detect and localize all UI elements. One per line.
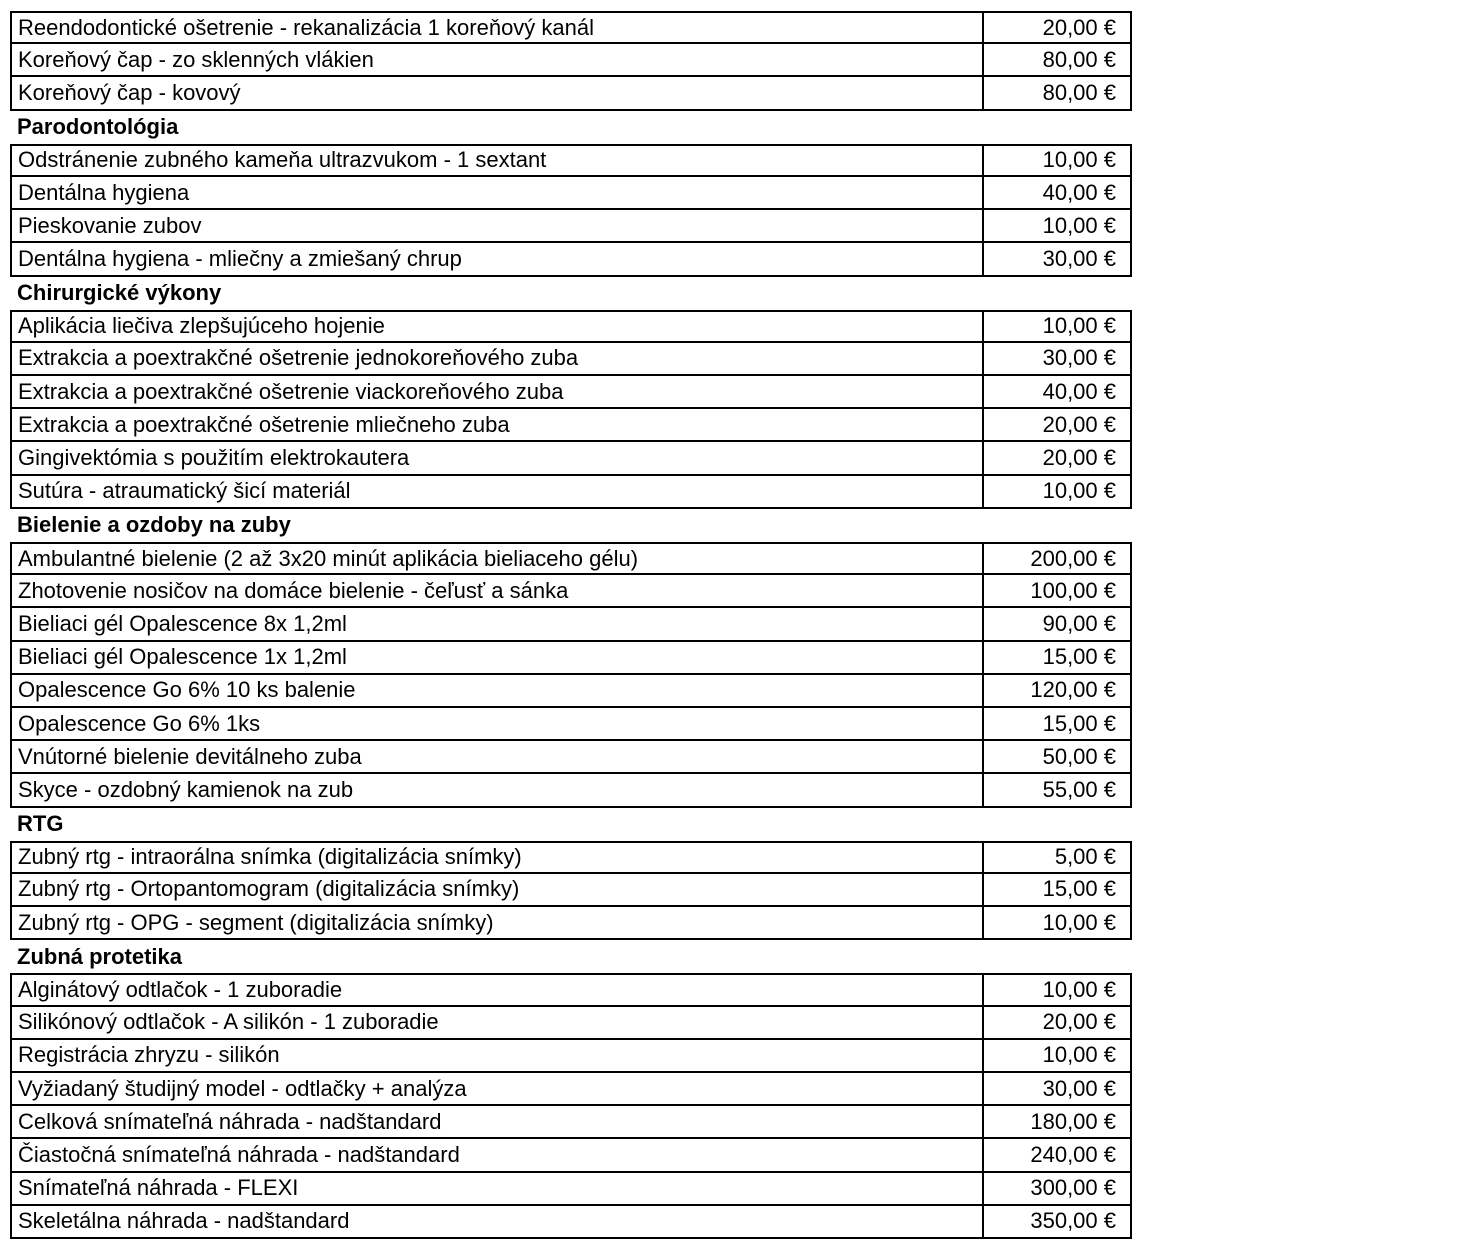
service-name-cell: Dentálna hygiena - mliečny a zmiešaný chrup bbox=[12, 243, 984, 274]
service-name-cell: Bieliaci gél Opalescence 8x 1,2ml bbox=[12, 608, 984, 639]
price-cell: 50,00 € bbox=[1042, 743, 1116, 769]
table-row bbox=[10, 442, 1132, 475]
price-cell: 120,00 € bbox=[1030, 677, 1116, 703]
service-name-cell: Vyžiadaný študijný model - odtlačky + analýza bbox=[12, 1073, 984, 1104]
service-name-cell: Gingivektómia s použitím elektrokautera bbox=[12, 442, 984, 473]
price-cell: 180,00 € bbox=[1030, 1108, 1116, 1134]
table-row bbox=[10, 243, 1132, 276]
price-cell: 10,00 € bbox=[1042, 977, 1116, 1003]
service-name-cell: Celková snímateľná náhrada - nadštandard bbox=[12, 1106, 984, 1137]
service-name-cell: Aplikácia liečiva zlepšujúceho hojenie bbox=[12, 312, 984, 341]
table-row bbox=[10, 343, 1132, 376]
service-name-cell: Alginátový odtlačok - 1 zuboradie bbox=[12, 975, 984, 1004]
price-cell: 80,00 € bbox=[1042, 46, 1116, 72]
price-cell: 10,00 € bbox=[1042, 147, 1116, 173]
price-cell: 90,00 € bbox=[1042, 610, 1116, 636]
section-heading: Chirurgické výkony bbox=[17, 280, 222, 306]
table-row bbox=[10, 907, 1132, 940]
service-name-cell: Zubný rtg - OPG - segment (digitalizácia snímky) bbox=[12, 907, 984, 938]
price-cell: 15,00 € bbox=[1042, 710, 1116, 736]
service-name-cell: Skyce - ozdobný kamienok na zub bbox=[12, 774, 984, 805]
table-row bbox=[10, 77, 1132, 110]
price-cell: 240,00 € bbox=[1030, 1141, 1116, 1167]
table-row bbox=[10, 1040, 1132, 1073]
table-row bbox=[10, 1007, 1132, 1040]
table-row bbox=[10, 1073, 1132, 1106]
price-cell: 20,00 € bbox=[1042, 14, 1116, 40]
price-cell: 300,00 € bbox=[1030, 1175, 1116, 1201]
table-row bbox=[10, 841, 1132, 874]
price-cell: 20,00 € bbox=[1042, 1009, 1116, 1035]
service-name-cell: Reendodontické ošetrenie - rekanalizácia 1 koreňový kanál bbox=[12, 13, 984, 42]
service-name-cell: Extrakcia a poextrakčné ošetrenie mliečneho zuba bbox=[12, 409, 984, 440]
service-name-cell: Registrácia zhryzu - silikón bbox=[12, 1040, 984, 1071]
table-row bbox=[10, 973, 1132, 1006]
price-cell: 10,00 € bbox=[1042, 313, 1116, 339]
service-name-cell: Snímateľná náhrada - FLEXI bbox=[12, 1173, 984, 1204]
price-cell: 100,00 € bbox=[1030, 577, 1116, 603]
price-cell: 200,00 € bbox=[1030, 545, 1116, 571]
section-heading: Zubná protetika bbox=[17, 943, 183, 969]
table-row bbox=[10, 144, 1132, 177]
service-name-cell: Koreňový čap - zo sklenných vlákien bbox=[12, 44, 984, 75]
price-cell: 5,00 € bbox=[1054, 844, 1116, 870]
table-row bbox=[10, 675, 1132, 708]
table-row bbox=[10, 542, 1132, 575]
service-name-cell: Dentálna hygiena bbox=[12, 177, 984, 208]
price-cell: 10,00 € bbox=[1042, 1042, 1116, 1068]
price-cell: 10,00 € bbox=[1042, 478, 1116, 504]
table-row bbox=[10, 44, 1132, 77]
service-name-cell: Ambulantné bielenie (2 až 3x20 minút aplikácia bieliaceho gélu) bbox=[12, 544, 984, 573]
price-cell: 30,00 € bbox=[1042, 345, 1116, 371]
price-cell: 10,00 € bbox=[1042, 909, 1116, 935]
table-row bbox=[10, 210, 1132, 243]
section-heading: RTG bbox=[17, 811, 64, 837]
table-row bbox=[10, 774, 1132, 807]
price-cell: 80,00 € bbox=[1042, 79, 1116, 105]
service-name-cell: Opalescence Go 6% 1ks bbox=[12, 708, 984, 739]
service-name-cell: Čiastočná snímateľná náhrada - nadštandard bbox=[12, 1139, 984, 1170]
price-cell: 350,00 € bbox=[1030, 1208, 1116, 1234]
price-cell: 15,00 € bbox=[1042, 876, 1116, 902]
service-name-cell: Odstránenie zubného kameňa ultrazvukom - 1 sextant bbox=[12, 146, 984, 175]
price-cell: 20,00 € bbox=[1042, 411, 1116, 437]
price-cell: 30,00 € bbox=[1042, 245, 1116, 271]
service-name-cell: Zubný rtg - intraorálna snímka (digitalizácia snímky) bbox=[12, 843, 984, 872]
table-row bbox=[10, 409, 1132, 442]
table-row bbox=[10, 642, 1132, 675]
service-name-cell: Sutúra - atraumatický šicí materiál bbox=[12, 476, 984, 507]
table-row bbox=[10, 476, 1132, 509]
service-name-cell: Zhotovenie nosičov na domáce bielenie - čeľusť a sánka bbox=[12, 575, 984, 606]
table-row bbox=[10, 1173, 1132, 1206]
table-row bbox=[10, 376, 1132, 409]
price-cell: 55,00 € bbox=[1042, 776, 1116, 802]
table-row bbox=[10, 874, 1132, 907]
table-row bbox=[10, 177, 1132, 210]
service-name-cell: Koreňový čap - kovový bbox=[12, 77, 984, 108]
table-row bbox=[10, 11, 1132, 44]
service-name-cell: Silikónový odtlačok - A silikón - 1 zuboradie bbox=[12, 1007, 984, 1038]
price-cell: 40,00 € bbox=[1042, 378, 1116, 404]
service-name-cell: Pieskovanie zubov bbox=[12, 210, 984, 241]
table-row bbox=[10, 741, 1132, 774]
service-name-cell: Extrakcia a poextrakčné ošetrenie viackoreňového zuba bbox=[12, 376, 984, 407]
service-name-cell: Extrakcia a poextrakčné ošetrenie jednokoreňového zuba bbox=[12, 343, 984, 374]
price-list-table bbox=[10, 11, 1132, 1239]
service-name-cell: Zubný rtg - Ortopantomogram (digitalizácia snímky) bbox=[12, 874, 984, 905]
price-cell: 20,00 € bbox=[1042, 445, 1116, 471]
table-row bbox=[10, 1106, 1132, 1139]
price-cell: 40,00 € bbox=[1042, 179, 1116, 205]
table-row bbox=[10, 310, 1132, 343]
table-row bbox=[10, 1139, 1132, 1172]
service-name-cell: Skeletálna náhrada - nadštandard bbox=[12, 1206, 984, 1237]
service-name-cell: Bieliaci gél Opalescence 1x 1,2ml bbox=[12, 642, 984, 673]
price-cell: 30,00 € bbox=[1042, 1075, 1116, 1101]
table-row bbox=[10, 708, 1132, 741]
price-cell: 15,00 € bbox=[1042, 644, 1116, 670]
table-row bbox=[10, 575, 1132, 608]
table-row bbox=[10, 1206, 1132, 1239]
table-row bbox=[10, 608, 1132, 641]
service-name-cell: Opalescence Go 6% 10 ks balenie bbox=[12, 675, 984, 706]
section-heading: Bielenie a ozdoby na zuby bbox=[17, 512, 291, 538]
section-heading: Parodontológia bbox=[17, 114, 179, 140]
service-name-cell: Vnútorné bielenie devitálneho zuba bbox=[12, 741, 984, 772]
price-cell: 10,00 € bbox=[1042, 212, 1116, 238]
